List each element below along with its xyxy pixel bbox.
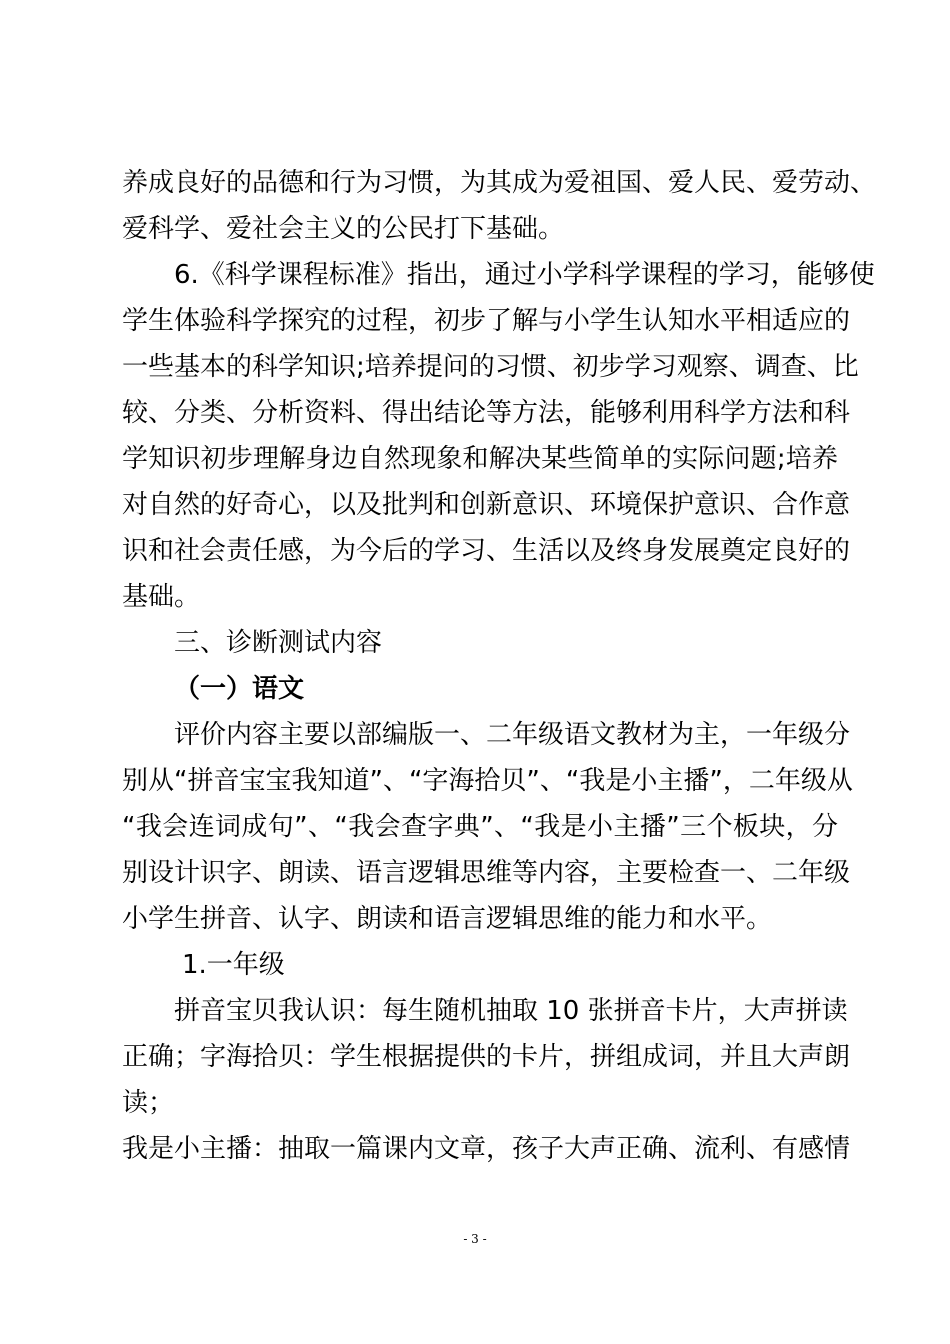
paragraph-line: 较、分类、分析资料、得出结论等方法，能够利用科学方法和科 [122, 398, 851, 428]
paragraph-line: 养成良好的品德和行为习惯，为其成为爱祖国、爱人民、爱劳动、 [122, 168, 877, 198]
paragraph-line: 我是小主播：抽取一篇课内文章，孩子大声正确、流利、有感情 [122, 1134, 851, 1164]
paragraph-line: 对自然的好奇心，以及批判和创新意识、环境保护意识、合作意 [122, 490, 851, 520]
paragraph-line: 学知识初步理解身边自然现象和解决某些简单的实际问题;培养 [122, 444, 838, 474]
paragraph-line: 拼音宝贝我认识：每生随机抽取 10 张拼音卡片，大声拼读 [174, 996, 848, 1026]
paragraph-line: 别从“拼音宝宝我知道”、“字海拾贝”、“我是小主播”，二年级从 [122, 766, 853, 796]
paragraph-line: 一些基本的科学知识;培养提问的习惯、初步学习观察、调查、比 [122, 352, 859, 382]
paragraph-line: 别设计识字、朗读、语言逻辑思维等内容，主要检查一、二年级 [122, 858, 851, 888]
paragraph-line: 正确；字海拾贝：学生根据提供的卡片，拼组成词，并且大声朗 [122, 1042, 851, 1072]
paragraph-line: 学生体验科学探究的过程，初步了解与小学生认知水平相适应的 [122, 306, 851, 336]
paragraph-line: 读； [122, 1088, 175, 1118]
paragraph-line: 评价内容主要以部编版一、二年级语文教材为主，一年级分 [174, 720, 851, 750]
document-body [122, 160, 877, 1172]
page-number: - 3 - [463, 1232, 487, 1246]
paragraph-line: 小学生拼音、认字、朗读和语言逻辑思维的能力和水平。 [122, 904, 773, 934]
paragraph-line: 6.《科学课程标准》指出，通过小学科学课程的学习，能够使 [174, 260, 875, 290]
section-heading: 三、诊断测试内容 [174, 628, 383, 658]
paragraph-line: “我会连词成句”、“我会查字典”、“我是小主播”三个板块，分 [122, 812, 838, 842]
paragraph-line: 基础。 [122, 582, 201, 612]
item-heading: 1.一年级 [182, 950, 285, 980]
paragraph-line: 识和社会责任感，为今后的学习、生活以及终身发展奠定良好的 [122, 536, 851, 566]
paragraph-line: 爱科学、爱社会主义的公民打下基础。 [122, 214, 565, 244]
sub-heading: （一）语文 [174, 674, 305, 704]
